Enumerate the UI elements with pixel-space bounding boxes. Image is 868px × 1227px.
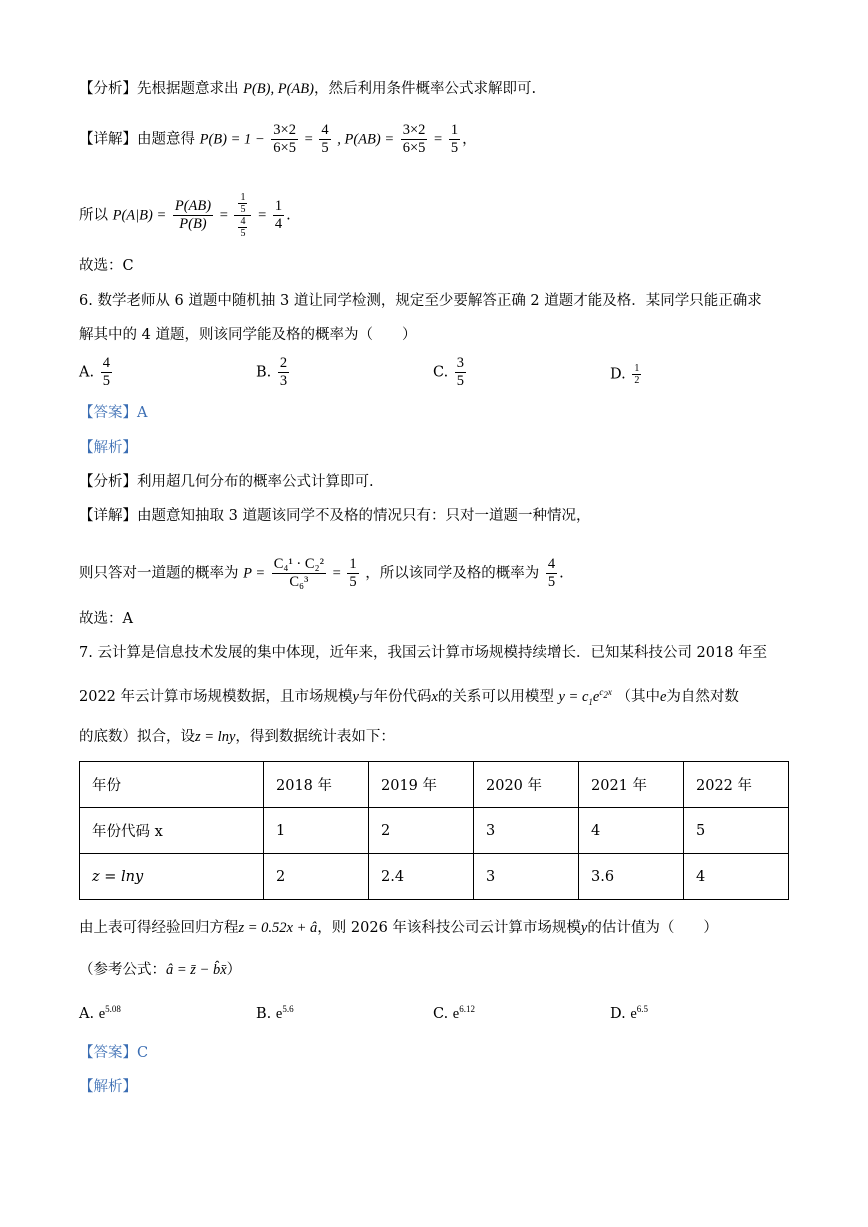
table-cell: 3.6 [579, 854, 684, 900]
table-cell: 3 [474, 854, 579, 900]
q7-option-c: C. $e^{6.12}$ [433, 1004, 475, 1022]
table-cell: 1 [264, 808, 369, 854]
fraction-2: $\frac{4}{5}$ [321, 122, 329, 156]
calc-text-2: ，所以该同学及格的概率为 [365, 565, 540, 582]
result-fraction: $\frac{1}{5}$ [349, 556, 357, 590]
table-cell: 5 [684, 808, 789, 854]
fraction-1: $\frac{3\times 2}{6\times 5}$ [273, 122, 296, 156]
fenxi-math: P(B), P(AB) [243, 81, 314, 97]
q7-answer: 【答案】C [79, 1045, 149, 1061]
equals: = [304, 131, 313, 148]
equals: = [332, 565, 341, 582]
model-formula: $y = c_1e^{c_2x}$ [558, 687, 612, 707]
combination-fraction: $\frac{\text{C₄¹ · C₂²}}{\text{C₆³}}$ [273, 556, 324, 590]
table-cell: 2022 年 [684, 762, 789, 808]
cond-lhs: P(A|B) = [112, 207, 167, 224]
suoyi-text: 所以 [79, 207, 108, 224]
table-cell: z = lny [80, 854, 264, 900]
q7-option-a: A. $e^{5.08}$ [79, 1004, 121, 1022]
period: . [286, 207, 291, 224]
table-cell: 4 [684, 854, 789, 900]
q6-calc-line [79, 556, 564, 591]
table-cell: 2018 年 [264, 762, 369, 808]
q7-regression-line: 由上表可得经验回归方程z = 0.52x + â，则 2026 年该科技公司云计算市场规模y的估计值为（ ） [79, 920, 718, 936]
equals: = [219, 207, 228, 224]
q7-option-d: D. $e^{6.5}$ [610, 1004, 649, 1022]
fraction-5: $\frac{P(AB)}{P(B)}$ [174, 198, 212, 232]
q6-option-c: C. $\frac{3}{5}$ [433, 355, 465, 389]
table-row [80, 854, 789, 900]
fenxi-tag: 【分析】 [79, 81, 137, 97]
table-row [80, 762, 789, 808]
q6-option-d: D. $\frac{1}{2}$ [610, 363, 640, 386]
table-cell: 2.4 [369, 854, 474, 900]
q6-choice: 故选：A [79, 611, 133, 627]
equals: = [258, 207, 267, 224]
period: . [559, 565, 564, 582]
table-cell: 年份代码 x [80, 808, 264, 854]
table-cell: 2020 年 [474, 762, 579, 808]
data-table [79, 761, 789, 900]
fraction-7: $\frac{1}{4}$ [274, 198, 283, 232]
q7-analysis-tag: 【解析】 [79, 1079, 137, 1095]
table-cell: 3 [474, 808, 579, 854]
prev-detail-line [79, 122, 477, 157]
q6-stem-line-2: 解其中的 4 道题，则该同学能及格的概率为（ ） [79, 327, 417, 343]
prev-choice: 故选：C [79, 258, 134, 274]
q6-stem-line-1: 6. 数学老师从 6 道题中随机抽 3 道让同学检测，规定至少要解答正确 2 道题才能及格．某同学只能正确求 [79, 293, 762, 309]
reference-math: â = z̄ − b̂x̄ [166, 962, 227, 978]
q7-stem-line-2: 2022 年云计算市场规模数据，且市场规模y与年份代码x的关系可以用模型 $y = c_1e^{c_2x}$ （其中e为自然对数 [79, 687, 739, 707]
equals: = [434, 131, 443, 148]
fenxi-text: 先根据题意求出 [137, 81, 239, 97]
final-fraction: $\frac{4}{5}$ [547, 556, 556, 590]
prev-conditional-line [79, 192, 291, 239]
table-cell: 年份 [80, 762, 264, 808]
fraction-4: $\frac{1}{5}$ [450, 122, 459, 156]
q7-stem-line-1: 7. 云计算是信息技术发展的集中体现，近年来，我国云计算市场规模持续增长．已知某科技公司 2018 年至 [79, 645, 768, 661]
q7-option-b: B. $e^{5.6}$ [256, 1004, 294, 1022]
table-cell: 2 [369, 808, 474, 854]
pab-lhs: , P(AB) = [337, 131, 395, 148]
calc-p: P = [243, 565, 266, 582]
xiangjie-text: 由题意得 [137, 131, 195, 148]
q6-fenxi: 【分析】利用超几何分布的概率公式计算即可. [79, 474, 374, 490]
pb-lhs: P(B) = 1 − [199, 131, 265, 148]
calc-text: 则只答对一道题的概率为 [79, 565, 239, 582]
fenxi-text-end: ，然后利用条件概率公式求解即可. [313, 81, 537, 97]
table-row [80, 808, 789, 854]
q6-answer: 【答案】A [79, 405, 148, 421]
regression-equation: z = 0.52x + â [238, 920, 318, 936]
q7-stem-line-3: 的底数）拟合，设z = lny，得到数据统计表如下： [79, 729, 395, 745]
table-cell: 2019 年 [369, 762, 474, 808]
z-def: z = lny [195, 729, 236, 745]
q7-reference-formula: （参考公式：â = z̄ − b̂x̄） [79, 962, 242, 978]
xiangjie-tag: 【详解】 [79, 131, 137, 148]
fraction-6: $\frac{\frac{1}{5}}{\frac{4}{5}}$ [234, 192, 251, 239]
table-cell: 4 [579, 808, 684, 854]
q6-analysis-tag: 【解析】 [79, 440, 137, 456]
q6-xiangjie: 【详解】由题意知抽取 3 道题该同学不及格的情况只有：只对一道题一种情况， [79, 508, 591, 524]
table-cell: 2021 年 [579, 762, 684, 808]
q6-option-b: B. $\frac{2}{3}$ [256, 355, 288, 389]
comma: ， [462, 131, 477, 148]
prev-analysis-line [79, 79, 536, 99]
q6-option-a: A. $\frac{4}{5}$ [79, 355, 110, 389]
fraction-3: $\frac{3\times 2}{6\times 5}$ [402, 122, 426, 156]
table-cell: 2 [264, 854, 369, 900]
